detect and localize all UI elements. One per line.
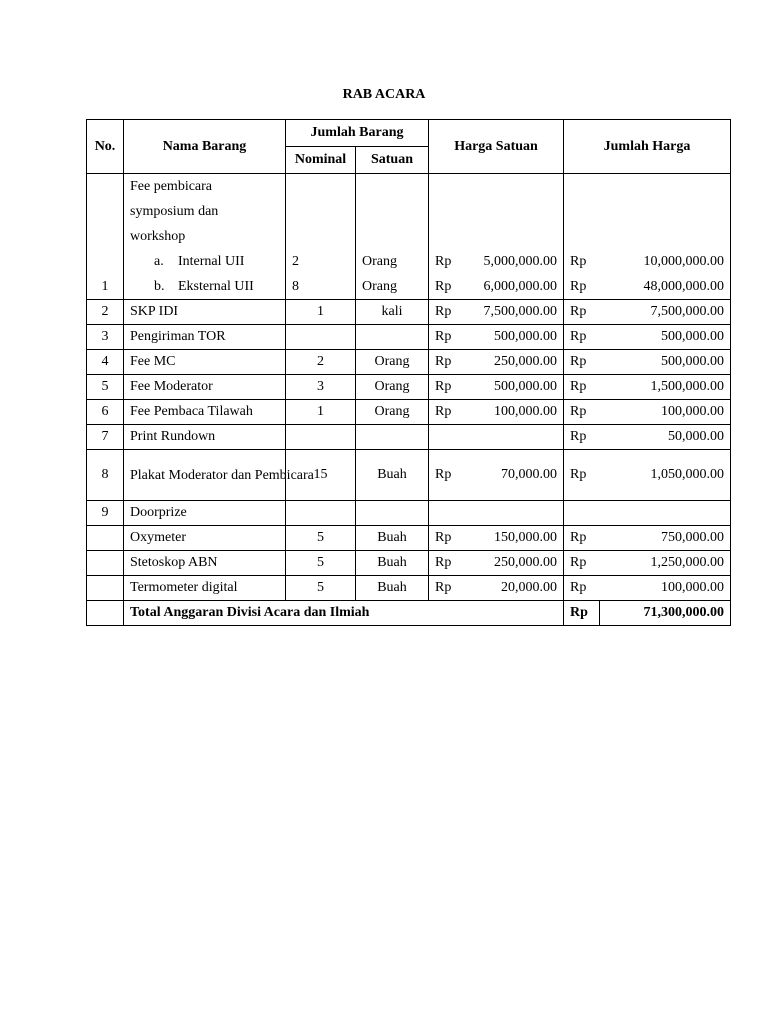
item-nominal: 3 (286, 375, 356, 400)
item-nominal: 5 (286, 526, 356, 551)
unit-price: 150,000.00 (465, 526, 564, 551)
currency-label: Rp (564, 300, 600, 325)
item-satuan (356, 425, 429, 450)
currency-label: Rp (564, 551, 600, 576)
item-nominal: 1 (286, 300, 356, 325)
currency-label: Rp (564, 526, 600, 551)
table-row (87, 576, 731, 601)
currency-label: Rp (429, 576, 465, 601)
currency-label: Rp (564, 325, 600, 350)
item-name: Print Rundown (124, 425, 286, 450)
item-satuan: Orang (356, 350, 429, 375)
item-name: Fee MC (124, 350, 286, 375)
unit-price: 500,000.00 (465, 375, 564, 400)
currency-label: Rp (564, 350, 600, 375)
currency-label: Rp (564, 450, 600, 501)
currency-label: Rp (564, 601, 600, 626)
header-harga-satuan: Harga Satuan (429, 120, 564, 174)
currency-label: Rp (429, 375, 465, 400)
table-row (87, 551, 731, 576)
unit-price: 500,000.00 (465, 325, 564, 350)
grand-total: 71,300,000.00 (600, 601, 731, 626)
total-price: 100,000.00 (600, 400, 731, 425)
total-row (87, 601, 731, 626)
item-satuan: kali (356, 300, 429, 325)
unit-price (465, 425, 564, 450)
row-number: 6 (87, 400, 124, 425)
table-row (87, 174, 731, 300)
currency-label (429, 425, 465, 450)
item-name: Termometer digital (124, 576, 286, 601)
item-name: Plakat Moderator dan Pembicara (124, 450, 286, 501)
table-row (87, 325, 731, 350)
total-price: 10,000,000.00 48,000,000.00 (600, 174, 731, 300)
total-price: 1,500,000.00 (600, 375, 731, 400)
item-name: Fee pembicara symposium dan workshop a. Internal UII b. Eksternal UII (124, 174, 286, 300)
item-nominal (286, 325, 356, 350)
total-price: 7,500,000.00 (600, 300, 731, 325)
currency-label: Rp Rp (564, 174, 600, 300)
item-name: Doorprize (124, 501, 286, 526)
unit-price: 100,000.00 (465, 400, 564, 425)
row-number: 9 (87, 501, 124, 526)
currency-label: Rp (429, 350, 465, 375)
item-nominal: 5 (286, 576, 356, 601)
budget-table (86, 119, 731, 626)
total-price: 750,000.00 (600, 526, 731, 551)
table-row (87, 425, 731, 450)
currency-label: Rp (564, 375, 600, 400)
item-name: Fee Pembaca Tilawah (124, 400, 286, 425)
table-row (87, 400, 731, 425)
unit-price: 70,000.00 (465, 450, 564, 501)
item-satuan: Buah (356, 450, 429, 501)
currency-label: Rp (429, 325, 465, 350)
item-name: Stetoskop ABN (124, 551, 286, 576)
currency-label: Rp (429, 400, 465, 425)
item-satuan: Orang (356, 400, 429, 425)
total-price: 1,050,000.00 (600, 450, 731, 501)
currency-label: Rp (564, 425, 600, 450)
item-satuan: Buah (356, 576, 429, 601)
item-satuan: Orang (356, 375, 429, 400)
total-label: Total Anggaran Divisi Acara dan Ilmiah (124, 601, 564, 626)
row-number: 1 (87, 174, 124, 300)
header-satuan: Satuan (356, 147, 429, 174)
currency-label: Rp (429, 300, 465, 325)
total-price: 50,000.00 (600, 425, 731, 450)
header-no: No. (87, 120, 124, 174)
total-price: 100,000.00 (600, 576, 731, 601)
currency-label: Rp (429, 450, 465, 501)
total-price: 500,000.00 (600, 350, 731, 375)
row-number: 2 (87, 300, 124, 325)
item-nominal: 15 (286, 450, 356, 501)
page-title: RAB ACARA (342, 87, 426, 102)
header-jumlah-barang: Jumlah Barang (286, 120, 429, 147)
item-satuan (356, 325, 429, 350)
currency-label: Rp Rp (429, 174, 465, 300)
currency-label: Rp (429, 526, 465, 551)
table-row (87, 350, 731, 375)
unit-price: 250,000.00 (465, 551, 564, 576)
currency-label: Rp (429, 551, 465, 576)
unit-price: 250,000.00 (465, 350, 564, 375)
row-number: 3 (87, 325, 124, 350)
table-row (87, 375, 731, 400)
table-row (87, 526, 731, 551)
currency-label: Rp (564, 400, 600, 425)
item-nominal: 2 8 (286, 174, 356, 300)
unit-price: 5,000,000.00 6,000,000.00 (465, 174, 564, 300)
item-satuan: Orang Orang (356, 174, 429, 300)
table-row (87, 300, 731, 325)
row-number: 5 (87, 375, 124, 400)
currency-label: Rp (564, 576, 600, 601)
row-number: 7 (87, 425, 124, 450)
header-nominal: Nominal (286, 147, 356, 174)
item-satuan: Buah (356, 526, 429, 551)
table-row (87, 450, 731, 501)
header-nama-barang: Nama Barang (124, 120, 286, 174)
item-name: Fee Moderator (124, 375, 286, 400)
item-name: Pengiriman TOR (124, 325, 286, 350)
item-nominal (286, 425, 356, 450)
total-price: 500,000.00 (600, 325, 731, 350)
total-price: 1,250,000.00 (600, 551, 731, 576)
item-satuan: Buah (356, 551, 429, 576)
item-nominal: 2 (286, 350, 356, 375)
item-nominal: 1 (286, 400, 356, 425)
unit-price: 20,000.00 (465, 576, 564, 601)
table-row (87, 501, 731, 526)
row-number: 4 (87, 350, 124, 375)
unit-price: 7,500,000.00 (465, 300, 564, 325)
item-name: SKP IDI (124, 300, 286, 325)
item-nominal: 5 (286, 551, 356, 576)
item-name: Oxymeter (124, 526, 286, 551)
row-number: 8 (87, 450, 124, 501)
header-jumlah-harga: Jumlah Harga (564, 120, 731, 174)
